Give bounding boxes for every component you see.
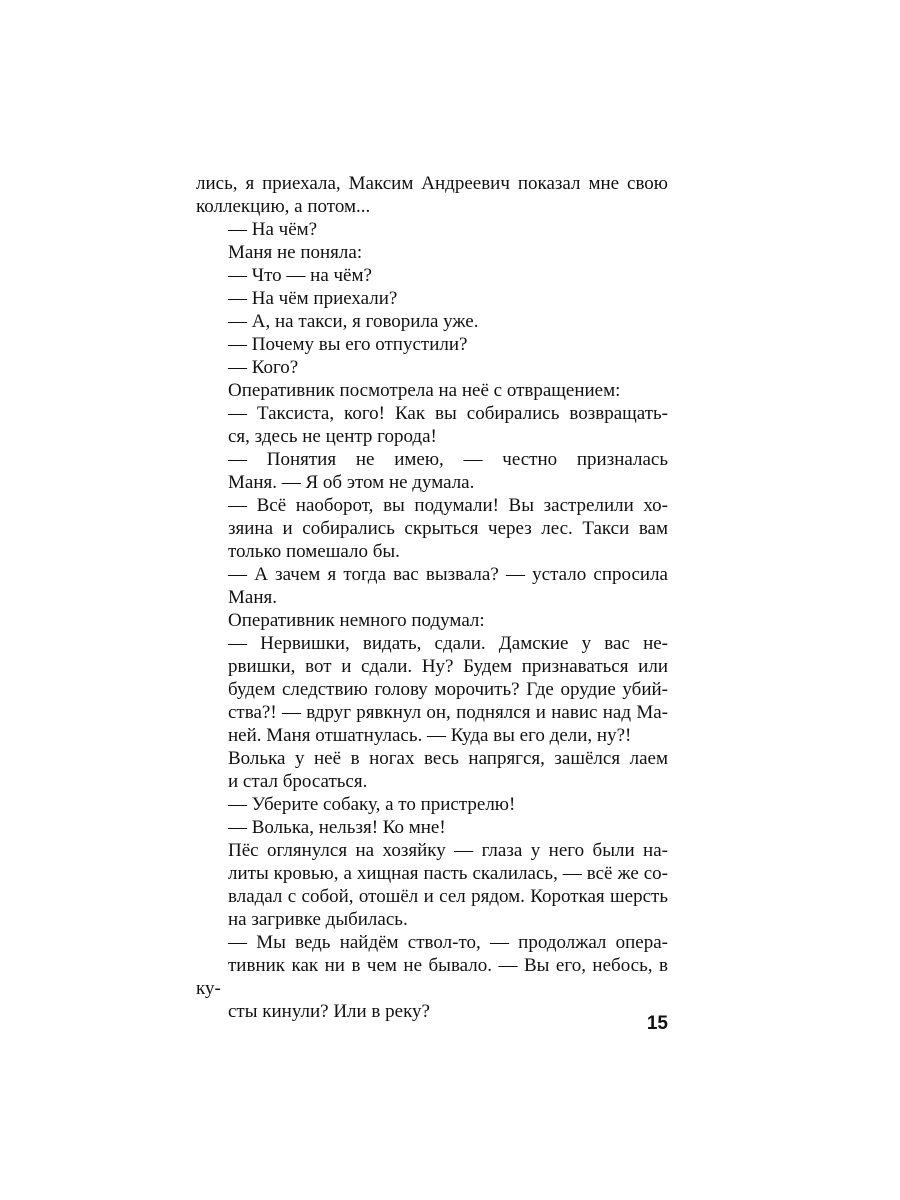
text-line: — А зачем я тогда вас вызвала? — устало спросила [228, 564, 668, 585]
text-line: — Нервишки, видать, сдали. Дамские у вас не- [228, 633, 668, 654]
paragraph [196, 931, 668, 1023]
text-line: рвишки, вот и сдали. Ну? Будем признаваться или [228, 656, 668, 677]
paragraph [196, 448, 668, 494]
text-line: — Понятия не имею, — честно призналась [228, 449, 668, 470]
paragraph [196, 609, 668, 632]
text-line: — Таксиста, кого! Как вы собирались возвращать- [228, 403, 668, 424]
paragraph [196, 839, 668, 931]
paragraph [196, 747, 668, 793]
text-line: и стал бросаться. [228, 771, 368, 792]
paragraph [196, 494, 668, 563]
text-line: тивник как ни в чем не бывало. — Вы его, небось, в ку- [196, 955, 668, 999]
text-line: ства?! — вдруг рявкнул он, поднялся и навис над Ма- [228, 702, 668, 723]
paragraph [196, 287, 668, 310]
text-line: владал с собой, отошёл и сел рядом. Короткая шерсть [228, 886, 668, 907]
book-page-text [196, 172, 668, 1023]
text-line: ся, здесь не центр города! [228, 426, 437, 447]
text-line: на загривке дыбилась. [228, 909, 408, 930]
paragraph [196, 241, 668, 264]
text-line: — Мы ведь найдём ствол-то, — продолжал опера- [228, 932, 668, 953]
paragraph [196, 264, 668, 287]
text-line: Оперативник посмотрела на неё с отвращением: [228, 380, 621, 401]
text-line: зяина и собирались скрыться через лес. Такси вам [228, 518, 668, 539]
text-line: литы кровью, а хищная пасть скалилась, — всё же со- [228, 863, 668, 884]
text-line: — Кого? [228, 357, 299, 378]
text-line: — На чём? [228, 219, 318, 240]
text-line: — Всё наоборот, вы подумали! Вы застрелили хо- [228, 495, 668, 516]
text-line: Маня. [228, 587, 277, 608]
paragraph [196, 172, 668, 218]
paragraph [196, 310, 668, 333]
text-line: — Волька, нельзя! Ко мне! [228, 817, 446, 838]
text-line: ней. Маня отшатнулась. — Куда вы его дели, ну?! [228, 725, 632, 746]
paragraph [196, 379, 668, 402]
text-line: Волька у неё в ногах весь напрягся, зашёлся лаем [228, 748, 668, 769]
text-line: — На чём приехали? [228, 288, 398, 309]
text-line: Маня не поняла: [228, 242, 363, 263]
text-line: Маня. — Я об этом не думала. [228, 472, 475, 493]
text-line: лись, я приехала, Максим Андреевич показал мне свою [196, 173, 668, 194]
paragraph [196, 218, 668, 241]
text-line: — Почему вы его отпустили? [228, 334, 468, 355]
paragraph [196, 333, 668, 356]
page-number: 15 [646, 1013, 668, 1034]
text-line: — Уберите собаку, а то пристрелю! [228, 794, 516, 815]
text-line: Оперативник немного подумал: [228, 610, 485, 631]
text-line: — А, на такси, я говорила уже. [228, 311, 479, 332]
text-line: коллекцию, а потом... [196, 196, 371, 217]
text-line: сты кинули? Или в реку? [228, 1001, 430, 1022]
text-line: Пёс оглянулся на хозяйку — глаза у него были на- [228, 840, 668, 861]
paragraph [196, 402, 668, 448]
paragraph [196, 356, 668, 379]
paragraph [196, 563, 668, 609]
text-line: только помешало бы. [228, 541, 400, 562]
paragraph [196, 816, 668, 839]
paragraph [196, 632, 668, 747]
text-line: — Что — на чём? [228, 265, 372, 286]
paragraph [196, 793, 668, 816]
text-line: будем следствию голову морочить? Где орудие убий- [228, 679, 668, 700]
